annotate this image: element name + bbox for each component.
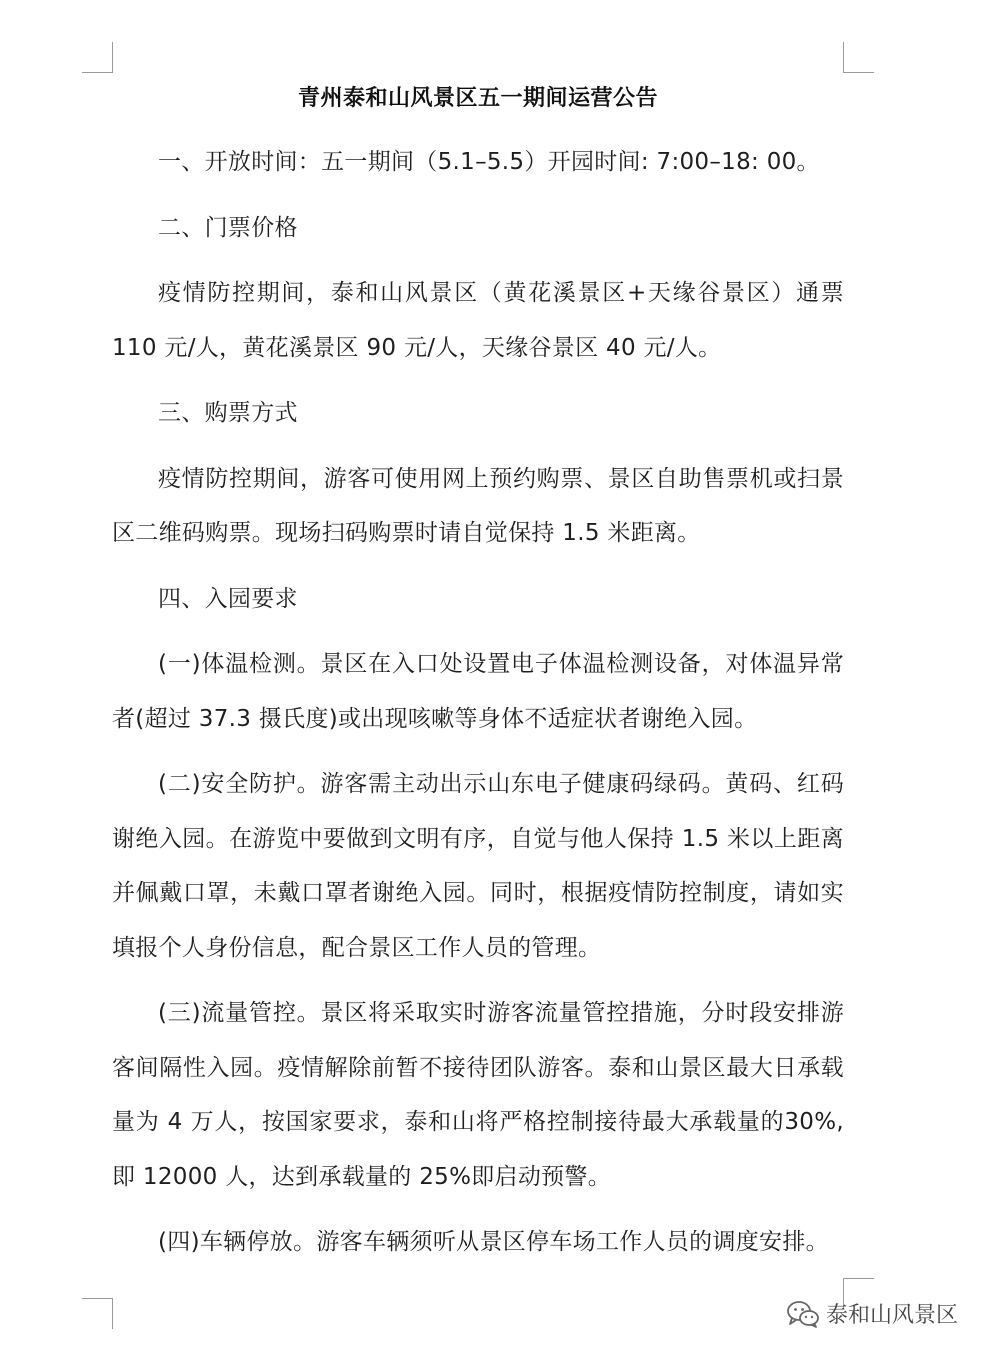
page-corner-mark-top-right (843, 42, 874, 73)
wechat-icon (786, 1299, 820, 1329)
page-corner-mark-top-left (82, 42, 113, 73)
paragraph-temperature-check: (一)体温检测。景区在入口处设置电子体温检测设备，对体温异常者(超过 37.3 摄氏度)或出现咳嗽等身体不适症状者谢绝入园。 (112, 651, 844, 732)
paragraph-vehicle-parking: (四)车辆停放。游客车辆须听从景区停车场工作人员的调度安排。 (158, 1229, 829, 1255)
heading-purchase-method: 三、购票方式 (158, 400, 298, 426)
document-title: 青州泰和山风景区五一期间运营公告 (297, 86, 658, 111)
document-body (112, 80, 844, 1281)
heading-ticket-price: 二、门票价格 (158, 214, 298, 241)
paragraph-safety-protection: (二)安全防护。游客需主动出示山东电子健康码绿码。黄码、红码谢绝入园。在游览中要做到文明有序，自觉与他人保持 1.5 米以上距离并佩戴口罩，未戴口罩者谢绝入园。同时，根据疫情防控制度，请如实填报个人身份信息，配合景区工作人员的管理。 (112, 771, 844, 961)
watermark-account-name: 泰和山风景区 (826, 1303, 959, 1328)
paragraph-purchase-method: 疫情防控期间，游客可使用网上预约购票、景区自助售票机或扫景区二维码购票。现场扫码购票时请自觉保持 1.5 米距离。 (112, 465, 844, 546)
paragraph-opening-hours: 一、开放时间：五一期间（5.1–5.5）开园时间: 7:00–18: 00。 (158, 149, 820, 175)
page-corner-mark-bottom-left (82, 1298, 113, 1329)
heading-entry-requirements: 四、入园要求 (158, 585, 298, 612)
paragraph-flow-control: (三)流量管控。景区将采取实时游客流量管控措施，分时段安排游客间隔性入园。疫情解除前暂不接待团队游客。泰和山景区最大日承载量为 4 万人，按国家要求，泰和山将严格控制接待最大承载量的30%,即 12000 人，达到承载量的 25%即启动预警。 (112, 1000, 844, 1190)
wechat-watermark (786, 1298, 958, 1329)
paragraph-ticket-price: 疫情防控期间，泰和山风景区（黄花溪景区+天缘谷景区）通票110 元/人，黄花溪景区 90 元/人，天缘谷景区 40 元/人。 (112, 280, 844, 361)
